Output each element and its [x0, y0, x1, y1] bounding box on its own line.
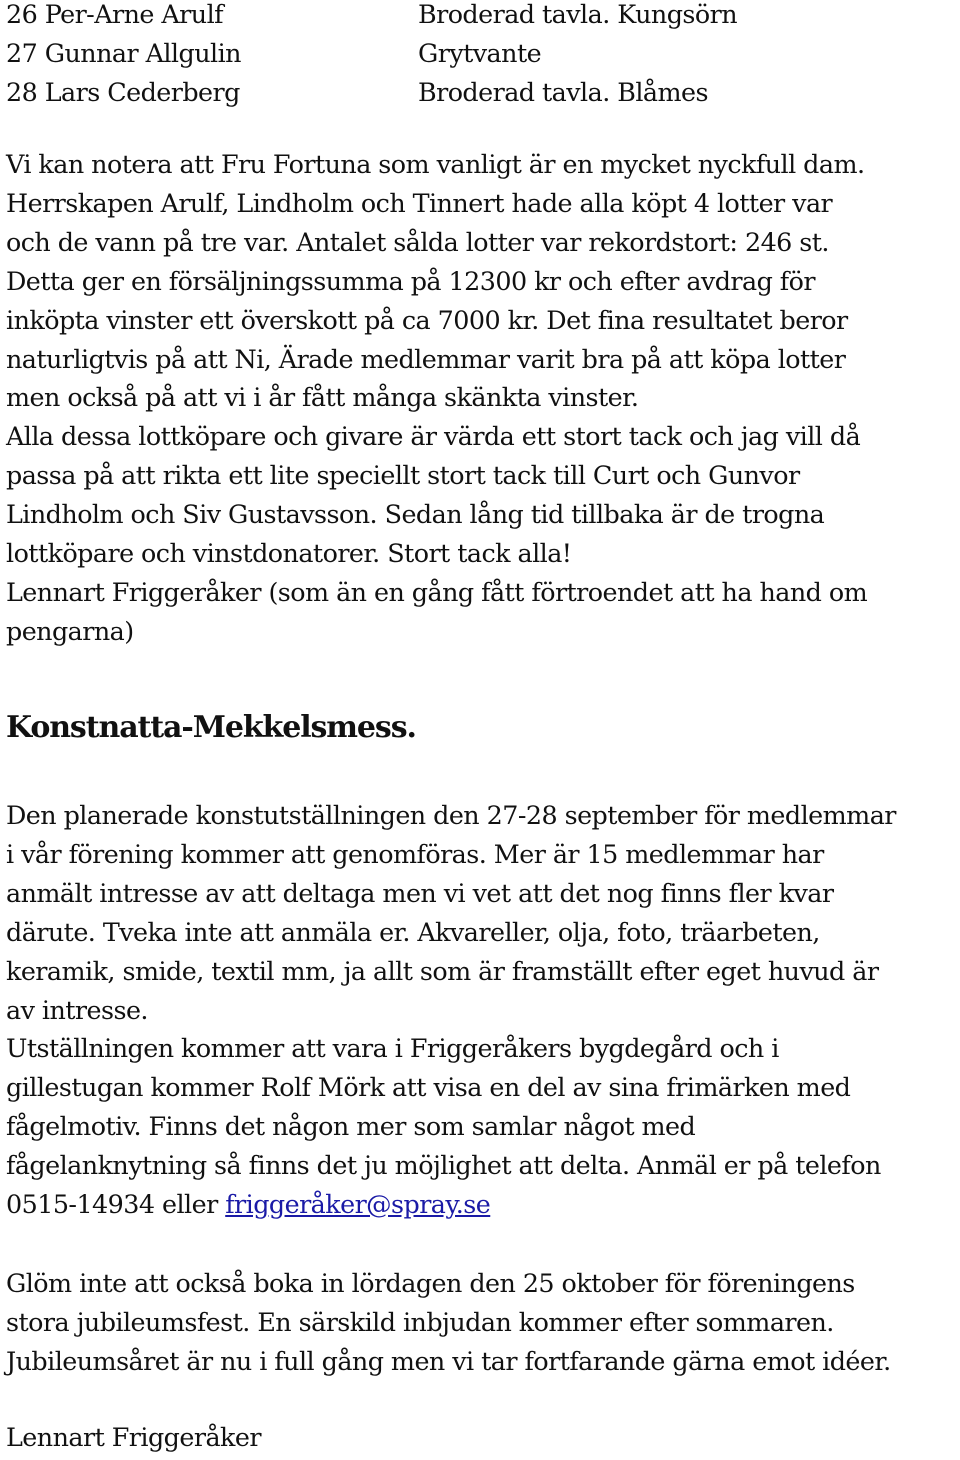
- paragraph-line: Jubileumsåret är nu i full gång men vi tar fortfarande gärna emot idéer.: [6, 1345, 891, 1376]
- phone-text: 0515-14934 eller: [6, 1189, 226, 1220]
- paragraph-line: fågelmotiv. Finns det någon mer som samlar något med: [6, 1111, 696, 1142]
- paragraph-line: Den planerade konstutställningen den 27-28 september för medlemmar: [6, 800, 896, 830]
- exhibition-paragraph: [6, 796, 896, 1224]
- contact-line: [6, 1185, 896, 1224]
- paragraph-line: passa på att rikta ett lite speciellt stort tack till Curt och Gunvor: [6, 460, 800, 491]
- winner-name: 26 Per-Arne Arulf: [6, 0, 223, 29]
- winner-list: [6, 0, 737, 112]
- party-paragraph: [6, 1264, 891, 1381]
- paragraph-line: i vår förening kommer att genomföras. Mer är 15 medlemmar har: [6, 838, 824, 869]
- paragraph-line: fågelanknytning så finns det ju möjlighet att delta. Anmäl er på telefon: [6, 1150, 881, 1181]
- winner-name: 27 Gunnar Allgulin: [6, 37, 241, 68]
- paragraph-line: Alla dessa lottköpare och givare är värda ett stort tack och jag vill då: [6, 421, 861, 452]
- paragraph-line: Detta ger en försäljningssumma på 12300 kr och efter avdrag för: [6, 265, 815, 296]
- paragraph-line: Glöm inte att också boka in lördagen den 25 oktober för föreningens: [6, 1268, 855, 1298]
- paragraph-line: därute. Tveka inte att anmäla er. Akvareller, olja, foto, träarbeten,: [6, 916, 820, 947]
- winner-row: [6, 34, 737, 73]
- email-link[interactable]: friggeråker@spray.se: [225, 1189, 491, 1220]
- paragraph-line: och de vann på tre var. Antalet sålda lotter var rekordstort: 246 st.: [6, 226, 829, 257]
- paragraph-line: pengarna): [6, 615, 134, 646]
- section-heading: Konstnatta-Mekkelsmess.: [6, 710, 416, 745]
- paragraph-line: lottköpare och vinstdonatorer. Stort tack alla!: [6, 538, 572, 569]
- winner-row: [6, 0, 737, 34]
- winner-prize: Broderad tavla. Blåmes: [418, 76, 708, 107]
- paragraph-line: Lindholm och Siv Gustavsson. Sedan lång tid tillbaka är de trogna: [6, 499, 825, 530]
- winner-row: [6, 73, 737, 112]
- paragraph-line: men också på att vi i år fått många skänkta vinster.: [6, 382, 639, 413]
- paragraph-line: Vi kan notera att Fru Fortuna som vanligt är en mycket nyckfull dam.: [6, 149, 865, 179]
- paragraph-line: inköpta vinster ett överskott på ca 7000 kr. Det fina resultatet beror: [6, 304, 848, 335]
- paragraph-line: av intresse.: [6, 994, 148, 1025]
- winner-prize: Broderad tavla. Kungsörn: [418, 0, 738, 29]
- paragraph-line: naturligtvis på att Ni, Ärade medlemmar varit bra på att köpa lotter: [6, 343, 846, 374]
- paragraph-line: stora jubileumsfest. En särskild inbjudan kommer efter sommaren.: [6, 1306, 834, 1337]
- paragraph-line: Lennart Friggeråker (som än en gång fått förtroendet att ha hand om: [6, 576, 868, 607]
- paragraph-line: Herrskapen Arulf, Lindholm och Tinnert hade alla köpt 4 lotter var: [6, 187, 833, 218]
- paragraph-line: anmält intresse av att deltaga men vi vet att det nog finns fler kvar: [6, 877, 834, 908]
- paragraph-line: gillestugan kommer Rolf Mörk att visa en del av sina frimärken med: [6, 1072, 851, 1103]
- paragraph-line: keramik, smide, textil mm, ja allt som är framställt efter eget huvud är: [6, 955, 879, 986]
- winner-prize: Grytvante: [418, 37, 542, 68]
- paragraph-line: Utställningen kommer att vara i Friggeråkers bygdegård och i: [6, 1033, 779, 1064]
- lottery-paragraph: [6, 145, 867, 651]
- signature: Lennart Friggeråker: [6, 1422, 261, 1452]
- winner-name: 28 Lars Cederberg: [6, 76, 240, 107]
